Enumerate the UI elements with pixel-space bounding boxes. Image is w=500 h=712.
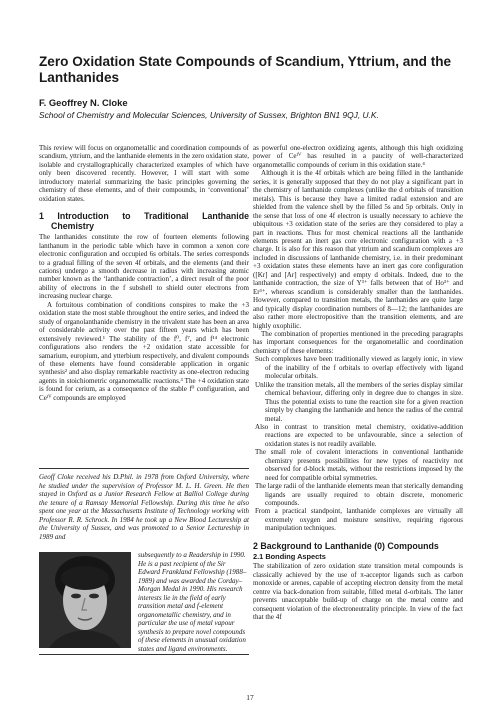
bio-top-rule bbox=[39, 468, 249, 469]
bio-continuation: subsequently to a Readership in 1990. He is a past recipient of the Sir Edward Frankland Fellowship (1988–1989) and was awarded the Corday–Morgan Medal in 1990. His research interests lie in the field of early transition metal and f-element organometallic chemistry, and in particular the use of metal vapour synthesis to prepare novel compounds of these elements in unusual oxidation states and ligand environments. bbox=[138, 551, 247, 653]
right-paragraph-4: The stabilization of zero oxidation state transition metal compounds is classically achieved by the use of π-acceptor ligands such as carbon monoxide or arenes, capable of accepting electron density from the metal centre via back-donation from suitable, filled metal d-orbitals. The latter prevents unacceptable build-up of charge on the metal centre and consequent violation of the electroneutrality principle. In view of the fact that the 4f bbox=[253, 562, 463, 622]
page-number: 17 bbox=[246, 693, 254, 702]
subsection-2-1-heading: 2.1 Bonding Aspects bbox=[253, 551, 326, 561]
author-biography bbox=[39, 473, 249, 541]
properties-list bbox=[253, 355, 463, 533]
section-1-paragraph-2: A fortuitous combination of conditions conspires to make the +3 oxidation state the most stable throughout the entire series, and indeed the study of organolanthanide chemistry in the trivalent state has been an area of considerable activity over the past fifteen years which has been extensively reviewed.¹ The stability of the f⁰, f⁷, and f¹⁴ electronic configurations also renders the +2 oxidation state accessible for samarium, europium, and ytterbium respectively, and divalent compounds of these elements have found considerable application in organic synthesis² and also display remarkable reactivity as one-electron reducing agents in stoichiometric organometallic reactions.³ The +4 oxidation state is found for cerium, as a consequence of the stable f⁰ configuration, and Ceᴵⱽ compounds are employed bbox=[39, 300, 249, 402]
list-item: From a practical standpoint, lanthanide complexes are virtually all extremely oxygen and moisture sensitive, requiring rigorous manipulation techniques. bbox=[255, 507, 463, 533]
right-paragraph-2: Although it is the 4f orbitals which are being filled in the lanthanide series, it is generally supposed that they do not play a significant part in the chemistry of lanthanide complexes (unlike the d orbitals of transition metals). This is because they have a limited radial extension and are shielded from the valence shell by the filled 5s and 5p orbitals. Only in the sense that loss of one 4f electron is usually necessary to achieve the ubiquitous +3 oxidation state of the series are they considered to play a part in reactions. Thus for most chemical reactions all the lanthanide elements present an inert gas core electronic configuration with a +3 charge. It is also for this reason that yttrium and scandium complexes are included in discussions of lanthanide chemistry, i.e. in their predominant +3 oxidation states these elements have an inert gas core configuration ([Kr] and [Ar] respectively) and empty d orbitals. Indeed, due to the lanthanide contraction, the size of Y³⁺ falls between that of Ho³⁺ and Er³⁺, whereas scandium is considerably smaller than the lanthanides. However, compared to transition metals, the lanthanides are quite large and typically display coordination numbers of 8—12; the lanthanides are also rather more electropositive than the transition elements, and are highly oxophilic. bbox=[253, 169, 463, 330]
list-item: Also in contrast to transition metal chemistry, oxidative-addition reactions are expected to be unfavourable, since a selection of oxidation states is not readily available. bbox=[255, 422, 463, 448]
author-affiliation: School of Chemistry and Molecular Sciences, University of Sussex, Brighton BN1 9QJ, U.K. bbox=[39, 110, 379, 120]
author-name: F. Geoffrey N. Cloke bbox=[39, 97, 128, 108]
left-column bbox=[39, 144, 249, 402]
section-1-paragraph-1: The lanthanides constitute the row of fourteen elements following lanthanum in the periodic table which have in common a xenon core electronic configuration and occupied 6s orbitals. The series corresponds to a gradual filling of the seven 4f orbitals, and the elements (and their cations) undergo a smooth decrease in radius with increasing atomic number known as the ‘lanthanide contraction’, a direct result of the poor ability of electrons in the f subshell to shield outer electrons from increasing nuclear charge. bbox=[39, 233, 249, 301]
author-biography-continued bbox=[138, 551, 249, 653]
author-photo bbox=[39, 552, 131, 648]
abstract: This review will focus on organometallic and coordination compounds of scandium, yttrium, and the lanthanide elements in the zero oxidation state, isolable and crystallographically characterized examples of which have only been discovered recently. However, I will start with some introductory material summarizing the basic principles governing the chemistry of these elements, and of their compounds, in ‘conventional’ oxidation states. bbox=[39, 144, 249, 203]
list-item: The small role of covalent interactions in conventional lanthanide chemistry presents possibilities for new types of reactivity not observed for d-block metals, without the restrictions imposed by the need for compatible orbital symmetries. bbox=[255, 448, 463, 482]
section-1-heading: 1 Introduction to Traditional Lanthanide Chemistry bbox=[39, 211, 249, 232]
bio-bottom-rule bbox=[39, 654, 249, 655]
author-portrait-image bbox=[39, 552, 131, 648]
list-item: Unlike the transition metals, all the members of the series display similar chemical behaviour, differing only in degree due to changes in size. Thus the potential exists to tune the reaction site for a given reaction simply by changing the lanthanide and hence the radius of the central metal. bbox=[255, 380, 463, 423]
list-item: Such complexes have been traditionally viewed as largely ionic, in view of the inability of the f orbitals to overlap effectively with ligand molecular orbitals. bbox=[255, 355, 463, 381]
list-item: The large radii of the lanthanide elements mean that sterically demanding ligands are usually required to obtain discrete, monomeric compounds. bbox=[255, 482, 463, 508]
section-2-heading: 2 Background to Lanthanide (0) Compounds bbox=[253, 540, 439, 551]
right-paragraph-1: as powerful one-electron oxidizing agents, although this high oxidizing power of Ceᴵⱽ has resulted in a paucity of well-characterized organometallic compounds of cerium in this oxidation state.⁴ bbox=[253, 144, 463, 169]
paper-title: Zero Oxidation State Compounds of Scandium, Yttrium, and the Lanthanides bbox=[39, 54, 452, 85]
right-column bbox=[253, 144, 463, 621]
bio-paragraph: Geoff Cloke received his D.Phil. in 1978 from Oxford University, where he studied under the supervision of Professor M. L. H. Green. He then stayed in Oxford as a Junior Research Fellow at Balliol College during the tenure of a Ramsay Memorial Fellowship. During this time he also spent one year at the Massachusetts Institute of Technology working with Professor R. R. Schrock. In 1984 he took up a New Blood Lectureship at the University of Sussex, and was promoted to a Senior Lectureship in 1989 and bbox=[39, 473, 249, 541]
right-paragraph-3: The combination of properties mentioned in the preceding paragraphs has important consequences for the organometallic and coordination chemistry of these elements: bbox=[253, 329, 463, 355]
